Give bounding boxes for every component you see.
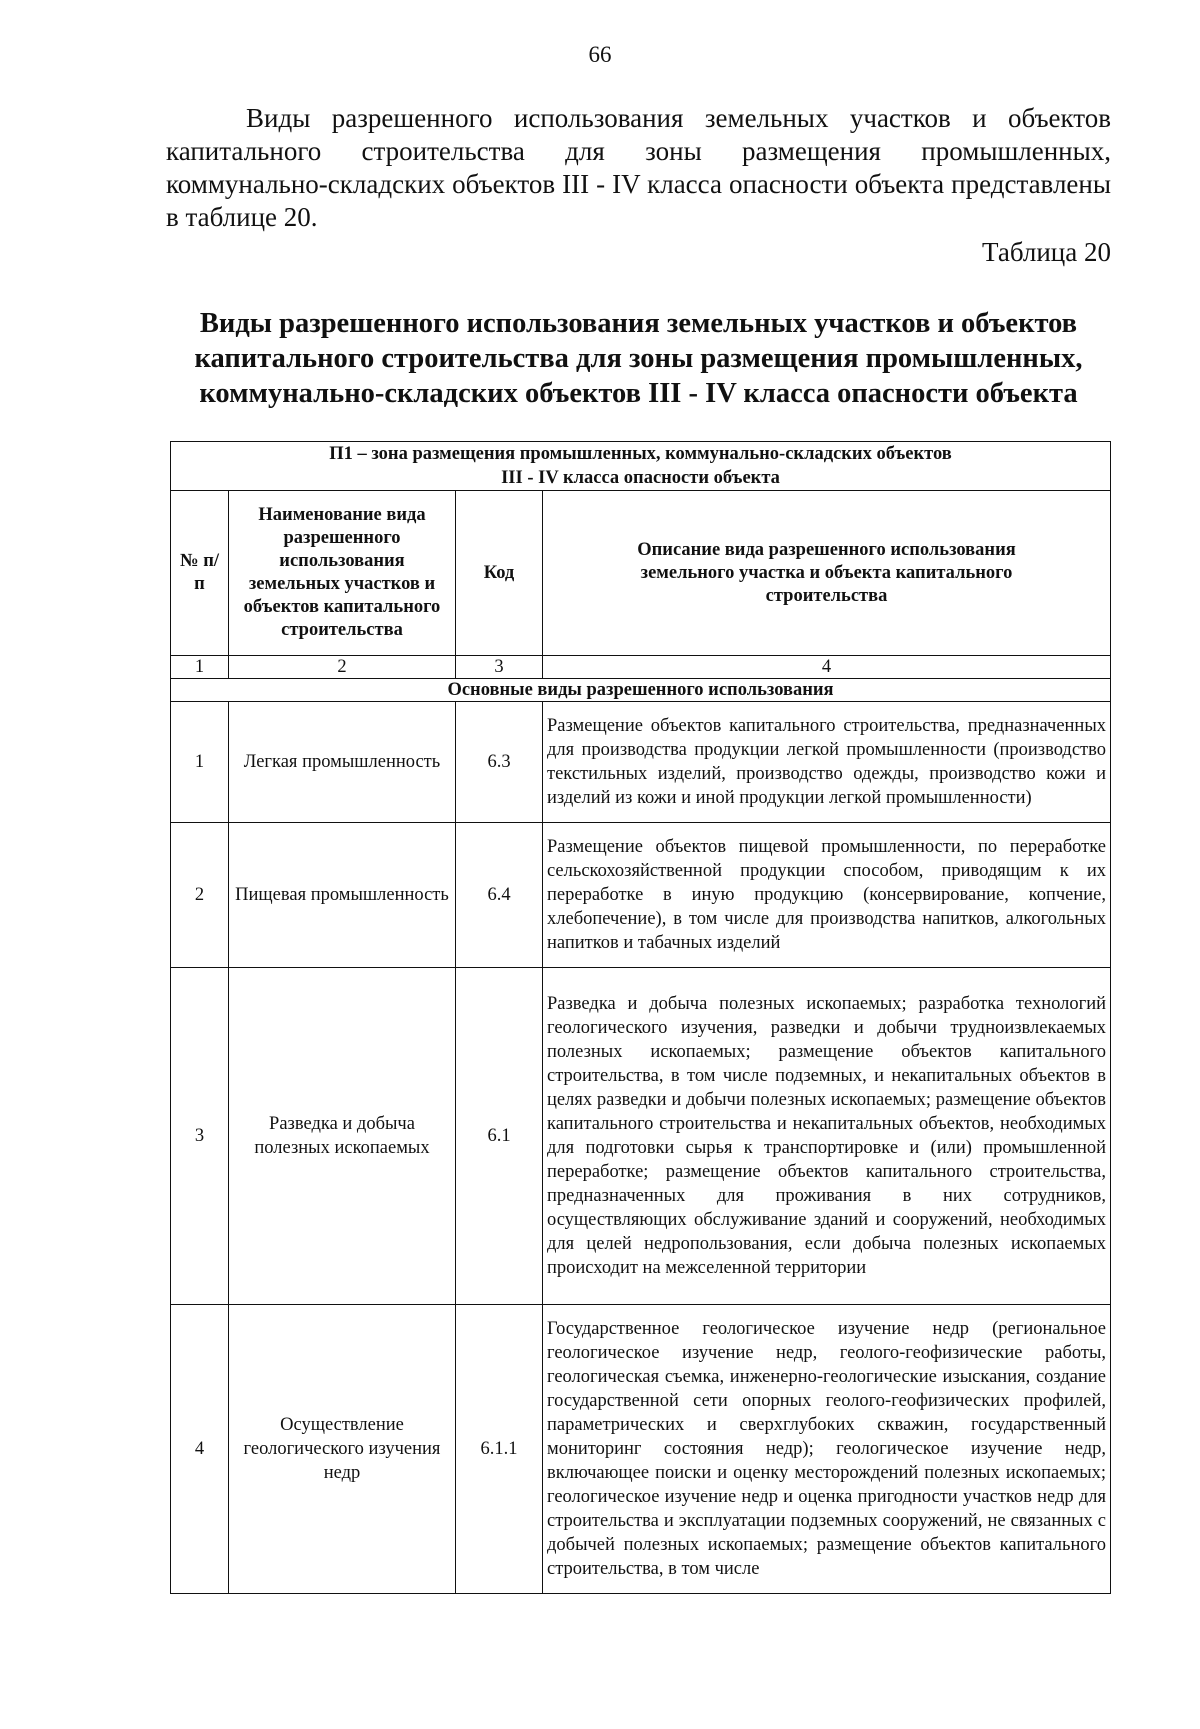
row-number: 1 <box>171 702 229 823</box>
zone-header-row <box>171 442 1111 491</box>
intro-paragraph: Виды разрешенного использования земельных участков и объектов капитального строительства для зоны размещения промышленных, коммунально-складских объектов III - IV класса опасности объекта представлены в таблице 20. <box>166 103 1111 232</box>
table-row <box>171 823 1111 968</box>
row-description: Размещение объектов капитального строительства, предназначенных для производства продукции легкой промышленности (производство текстильных изделий, производство одежды, производство кожи и изделий из кожи и иной продукции легкой промышленности) <box>543 702 1111 823</box>
row-code: 6.4 <box>456 823 543 968</box>
row-number: 4 <box>171 1305 229 1594</box>
row-name: Пищевая промышленность <box>229 823 456 968</box>
row-code: 6.1 <box>456 968 543 1305</box>
page-number: 66 <box>588 42 612 67</box>
row-name: Осуществление геологического изучения недр <box>229 1305 456 1594</box>
zone-header-line-2: III - IV класса опасности объекта <box>501 468 780 488</box>
section-title: Основные виды разрешенного использования <box>171 679 1111 702</box>
column-header-code: Код <box>456 491 543 656</box>
column-header-num: № п/п <box>171 491 229 656</box>
row-number: 2 <box>171 823 229 968</box>
column-header-name: Наименование вида разрешенного использования земельных участков и объектов капитального строительства <box>229 491 456 656</box>
table-row <box>171 1305 1111 1594</box>
row-name: Разведка и добыча полезных ископаемых <box>229 968 456 1305</box>
table-row <box>171 702 1111 823</box>
column-number: 1 <box>171 656 229 679</box>
row-description: Разведка и добыча полезных ископаемых; разработка технологий геологического изучения, разведки и добычи трудноизвлекаемых полезных ископаемых; размещение объектов капитального строительства, в том числе подземных, и некапитальных объектов в целях разведки и добычи полезных ископаемых; размещение объектов капитального строительства и некапитальных объектов, необходимых для подготовки сырья к транспортировке и (или) промышленной переработке; размещение объектов капитального строительства, предназначенных для проживания в них сотрудников, осуществляющих обслуживание зданий и сооружений, необходимых для целей недропользования, если добыча полезных ископаемых происходит на межселенной территории <box>543 968 1111 1305</box>
row-description: Размещение объектов пищевой промышленности, по переработке сельскохозяйственной продукции способом, приводящим к их переработке в иную продукцию (консервирование, копчение, хлебопечение), в том числе для производства напитков, алкогольных напитков и табачных изделий <box>543 823 1111 968</box>
column-number: 2 <box>229 656 456 679</box>
column-number-row <box>171 656 1111 679</box>
column-number: 4 <box>543 656 1111 679</box>
land-use-table <box>170 441 1111 1594</box>
column-number: 3 <box>456 656 543 679</box>
table-label: Таблица 20 <box>982 237 1111 267</box>
zone-header-cell <box>171 442 1111 491</box>
row-description: Государственное геологическое изучение недр (региональное геологическое изучение недр, геолого-геофизические работы, геологическая съемка, инженерно-геологические изыскания, создание государственной сети опорных геолого-геофизических профилей, параметрических и сверхглубоких скважин, государственный мониторинг состояния недр); геологическое изучение недр, включающее поиски и оценку месторождений полезных ископаемых; геологическое изучение недр и оценка пригодности участков недр для строительства и эксплуатации подземных сооружений, не связанных с добычей полезных ископаемых; размещение объектов капитального строительства, в том числе <box>543 1305 1111 1594</box>
section-row <box>171 679 1111 702</box>
table-row <box>171 968 1111 1305</box>
row-code: 6.3 <box>456 702 543 823</box>
column-header-row <box>171 491 1111 656</box>
row-name: Легкая промышленность <box>229 702 456 823</box>
column-header-description: Описание вида разрешенного использования земельного участка и объекта капитального строительства <box>543 491 1111 656</box>
row-code: 6.1.1 <box>456 1305 543 1594</box>
table-title: Виды разрешенного использования земельных участков и объектов капитального строительства для зоны размещения промышленных, коммунально-складских объектов III - IV класса опасности объекта <box>194 308 1083 409</box>
row-number: 3 <box>171 968 229 1305</box>
zone-header-line-1: П1 – зона размещения промышленных, коммунально-складских объектов <box>329 444 952 464</box>
